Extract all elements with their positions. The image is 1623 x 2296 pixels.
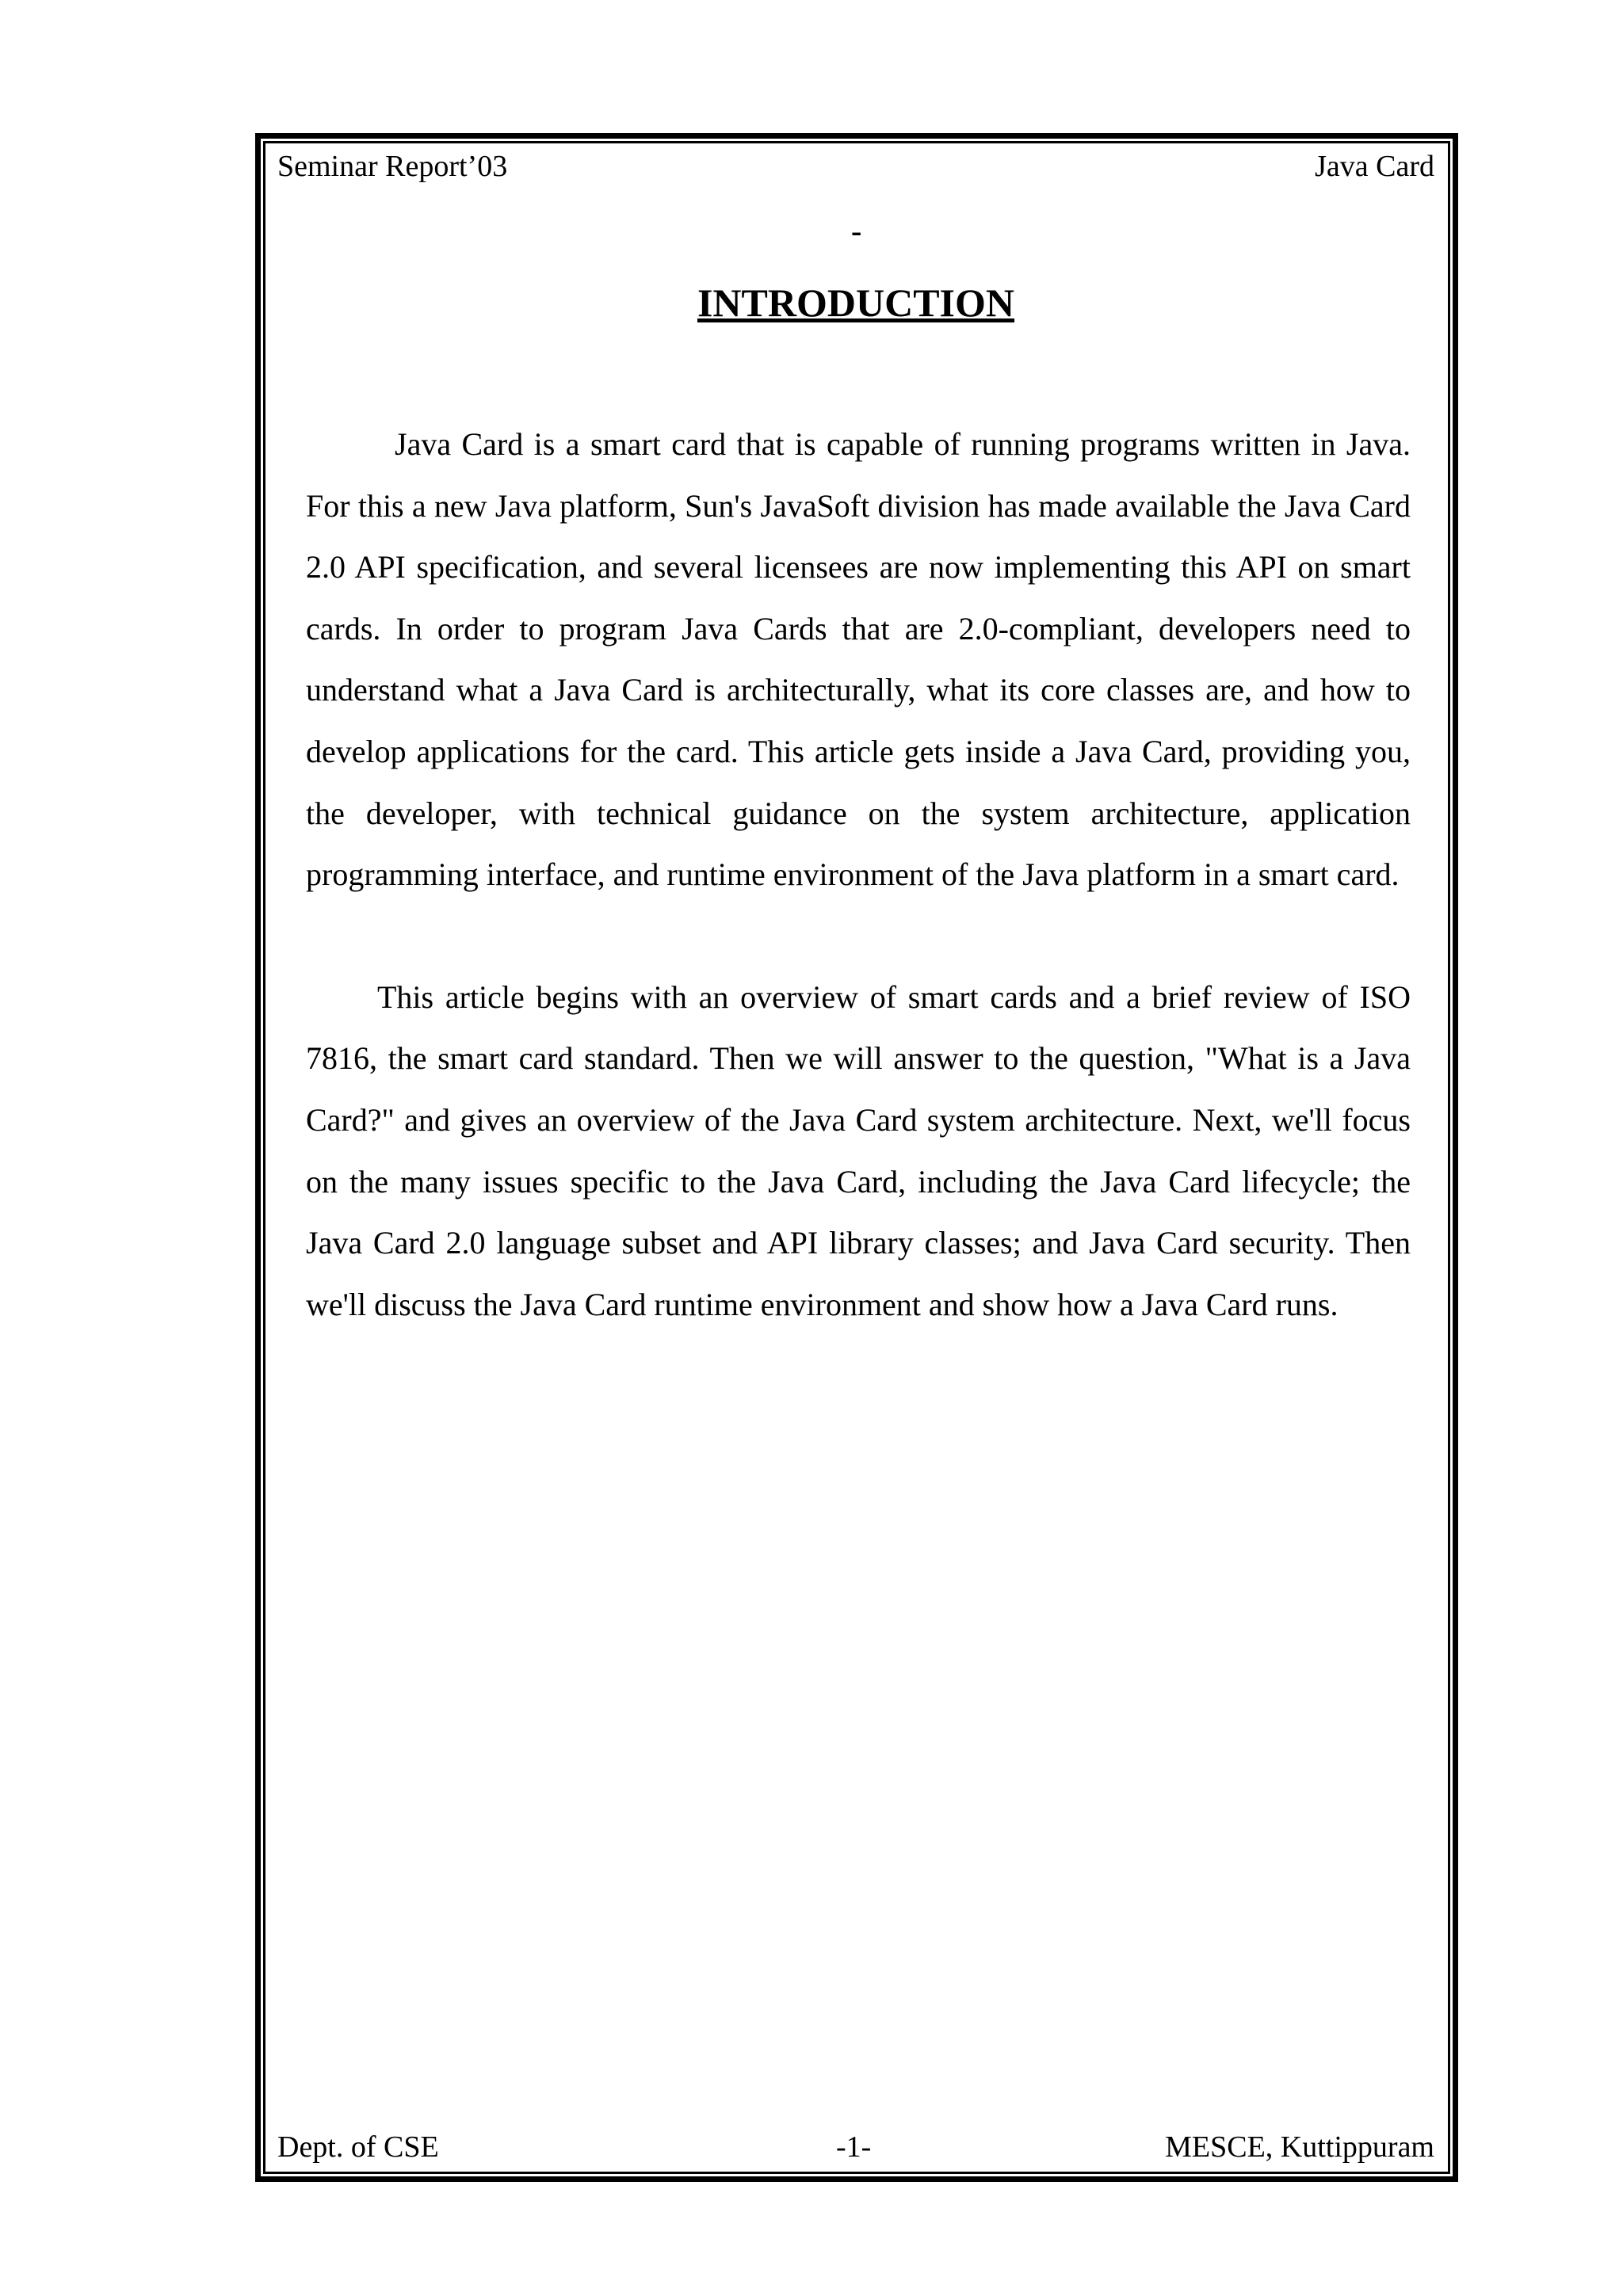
top-dash: - bbox=[851, 213, 862, 249]
paragraph-intro: Java Card is a smart card that is capable of running programs written in Java. For this a new Java platform, Sun's JavaSoft division has made available the Java Card 2.0 API specification, and several licensees are now implementing this API on smart cards. In order to program Java Cards that are 2.0-compliant, developers need to understand what a Java Card is architecturally, what its core classes are, and how to develop applications for the card. This article gets inside a Java Card, providing you, the developer, with technical guidance on the system architecture, application programming interface, and runtime environment of the Java platform in a smart card. bbox=[306, 426, 1411, 893]
header-topic: Java Card bbox=[1315, 150, 1434, 183]
header-report-title: Seminar Report’03 bbox=[277, 150, 508, 183]
footer-page-number: -1- bbox=[836, 2130, 872, 2164]
footer-department: Dept. of CSE bbox=[277, 2130, 439, 2164]
paragraph-overview: This article begins with an overview of smart cards and a brief review of ISO 7816, the smart card standard. Then we will answer to the question, "What is a Java Card?" and gives an overview of the Java Card system architecture. Next, we'll focus on the many issues specific to the Java Card, including the Java Card lifecycle; the Java Card 2.0 language subset and API library classes; and Java Card security. Then we'll discuss the Java Card runtime environment and show how a Java Card runs. bbox=[306, 978, 1411, 1322]
page-title: INTRODUCTION bbox=[697, 280, 1015, 325]
footer-institution: MESCE, Kuttippuram bbox=[1165, 2130, 1434, 2164]
body-content bbox=[306, 414, 1411, 1335]
